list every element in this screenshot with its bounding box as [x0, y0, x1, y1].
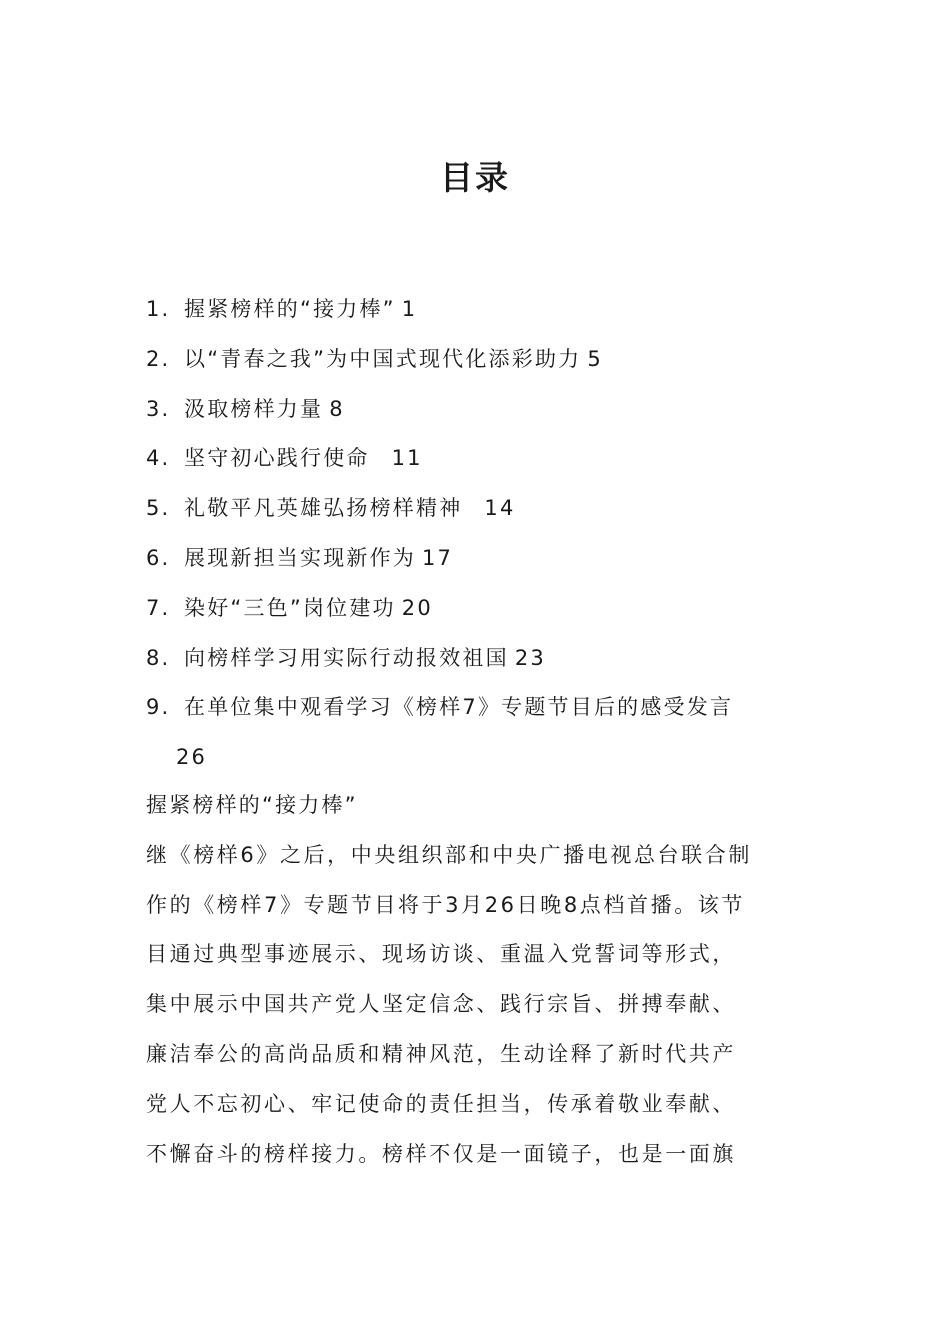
toc-item[interactable] — [146, 335, 806, 385]
toc-item[interactable] — [146, 484, 806, 534]
toc-number: 5. — [146, 496, 171, 521]
toc-title: 在单位集中观看学习《榜样7》专题节目后的感受发言 — [184, 695, 734, 720]
toc-title: 染好“三色”岗位建功 — [184, 595, 396, 620]
toc-page-number: 8 — [329, 396, 345, 421]
toc-number: 1. — [146, 297, 171, 321]
article-body — [146, 781, 808, 1179]
toc-page-number: 17 — [422, 545, 454, 570]
toc-page-number: 23 — [514, 645, 546, 670]
toc-page-number: 5 — [587, 346, 603, 371]
paragraph-line: 廉洁奉公的高尚品质和精神风范，生动诠释了新时代共产 — [146, 1041, 736, 1066]
toc-number: 2. — [146, 346, 171, 371]
toc-page-number: 1 — [401, 297, 418, 321]
paragraph-line: 集中展示中国共产党人坚定信念、践行宗旨、拼搏奉献、 — [146, 992, 736, 1017]
toc-number: 4. — [146, 446, 171, 471]
toc-item[interactable] — [146, 385, 806, 435]
toc-item[interactable] — [146, 584, 806, 634]
toc-title: 握紧榜样的“接力棒” — [184, 297, 396, 321]
toc-number: 8. — [146, 645, 171, 670]
toc-item[interactable] — [146, 634, 806, 684]
toc-title: 汲取榜样力量 — [184, 396, 324, 421]
section-heading: 握紧榜样的“接力棒” — [146, 793, 358, 817]
paragraph-line: 继《榜样6》之后，中央组织部和中央广播电视总台联合制 — [146, 842, 752, 867]
toc-title: 向榜样学习用实际行动报效祖国 — [184, 645, 509, 670]
toc-title: 礼敬平凡英雄弘扬榜样精神 — [184, 496, 463, 521]
toc-number: 3. — [146, 396, 171, 421]
toc-title: 展现新担当实现新作为 — [184, 545, 416, 570]
toc-item[interactable] — [146, 534, 806, 584]
toc-page-number: 14 — [484, 496, 516, 521]
toc-page-number: 11 — [391, 446, 423, 471]
toc-number: 7. — [146, 595, 171, 620]
paragraph-line: 目通过典型事迹展示、现场访谈、重温入党誓词等形式， — [146, 942, 736, 967]
toc-item[interactable] — [146, 434, 806, 484]
paragraph-line: 不懈奋斗的榜样接力。榜样不仅是一面镜子，也是一面旗 — [146, 1141, 736, 1166]
toc-page-number: 26 — [176, 745, 208, 770]
toc-title: 以“青春之我”为中国式现代化添彩助力 — [184, 346, 582, 371]
toc-item[interactable] — [146, 683, 806, 783]
toc-number: 9. — [146, 695, 171, 720]
paragraph-line: 党人不忘初心、牢记使命的责任担当，传承着敬业奉献、 — [146, 1091, 736, 1116]
toc-number: 6. — [146, 545, 171, 570]
page-title: 目录 — [440, 158, 510, 197]
toc-item[interactable] — [146, 285, 806, 335]
table-of-contents — [146, 285, 806, 783]
paragraph-line: 作的《榜样7》专题节目将于3月26日晚8点档首播。该节 — [146, 892, 746, 917]
toc-title: 坚守初心践行使命 — [184, 446, 370, 471]
toc-page-number: 20 — [401, 595, 433, 620]
